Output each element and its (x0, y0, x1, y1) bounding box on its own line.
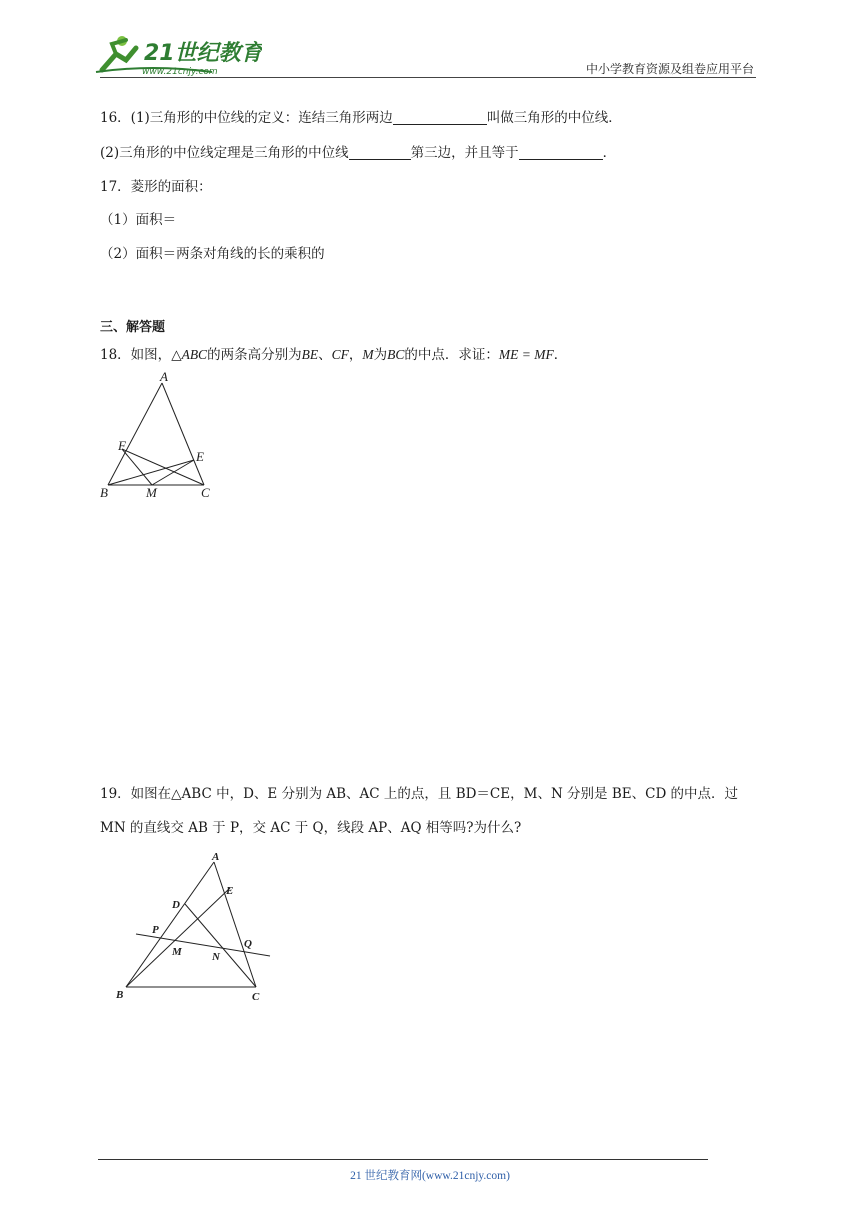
q18-text-7: ． (553, 347, 568, 363)
q19-label-d: D (172, 899, 180, 911)
q18-label-c: C (201, 485, 210, 500)
q19-label-n: N (212, 951, 220, 963)
q16-blank1[interactable] (393, 110, 487, 125)
q18-m: M (362, 347, 374, 362)
q16-line2-pre: (2)三角形的中位线定理是三角形的中位线 (100, 145, 349, 161)
q18-cf: CF (331, 347, 349, 362)
q16-line2 (100, 141, 616, 161)
site-logo (92, 30, 262, 80)
q18-label-b: B (100, 485, 108, 500)
footer-divider (98, 1159, 708, 1160)
q16-line1-post: 叫做三角形的中位线． (486, 110, 622, 126)
q19-label-p: P (152, 924, 159, 936)
q16-line1 (100, 106, 622, 126)
q18-text-1: 18．如图， (100, 347, 172, 363)
q16-line2-mid: 第三边，并且等于 (410, 145, 519, 161)
q18-equation: ME = MF (498, 347, 554, 362)
q18-text-3: 、 (318, 347, 332, 363)
q16-line2-end: ． (602, 145, 617, 161)
header-platform-text: 中小学教育资源及组卷应用平台 (585, 62, 754, 76)
q17-title: 17．菱形的面积： (100, 179, 212, 195)
q17-item2: （2）面积＝两条对角线的长的乘积的 (100, 246, 325, 262)
header-divider (100, 77, 756, 78)
q19-label-c: C (252, 991, 260, 1003)
q18-text (100, 343, 567, 363)
q18-label-f: F (118, 438, 126, 453)
q19-label-q: Q (244, 938, 252, 950)
q18-triangle: △ABC (171, 347, 208, 362)
section-title: 三、解答题 (100, 320, 166, 335)
logo-runner-icon (92, 30, 262, 80)
logo-text: 21世纪教育 (144, 41, 262, 66)
q18-be: BE (301, 347, 319, 362)
logo-url: www.21cnjy.com (142, 67, 218, 77)
q16-blank3[interactable] (519, 145, 603, 160)
q18-label-m: M (146, 485, 157, 500)
q18-text-2: 的两条高分别为 (207, 347, 302, 363)
q19-label-m: M (172, 946, 182, 958)
footer-link[interactable]: 21 世纪教育网(www.21cnjy.com) (350, 1170, 510, 1182)
q18-text-5: 为 (373, 347, 388, 363)
q19-label-b: B (116, 989, 124, 1001)
q19-triangle-figure (108, 848, 278, 1004)
q16-line1-pre: 16．(1)三角形的中位线的定义：连结三角形两边 (100, 110, 393, 126)
q18-text-4: ， (348, 347, 363, 363)
q18-text-6: 的中点．求证： (404, 347, 499, 363)
q17-item1: （1）面积＝ (100, 212, 177, 228)
q18-label-e: E (196, 449, 204, 464)
q19-line1: 19．如图在△ABC 中，D、E 分别为 AB、AC 上的点，且 BD＝CE，M、N 分别是 BE、CD 的中点．过 (100, 786, 739, 802)
q19-label-a: A (212, 851, 220, 863)
q16-blank2[interactable] (349, 145, 411, 160)
q18-bc: BC (387, 347, 405, 362)
q18-label-a: A (160, 369, 168, 384)
q18-triangle-figure (94, 366, 224, 502)
q19-label-e: E (226, 885, 234, 897)
q19-line2: MN 的直线交 AB 于 P，交 AC 于 Q，线段 AP、AQ 相等吗?为什么? (100, 820, 522, 836)
